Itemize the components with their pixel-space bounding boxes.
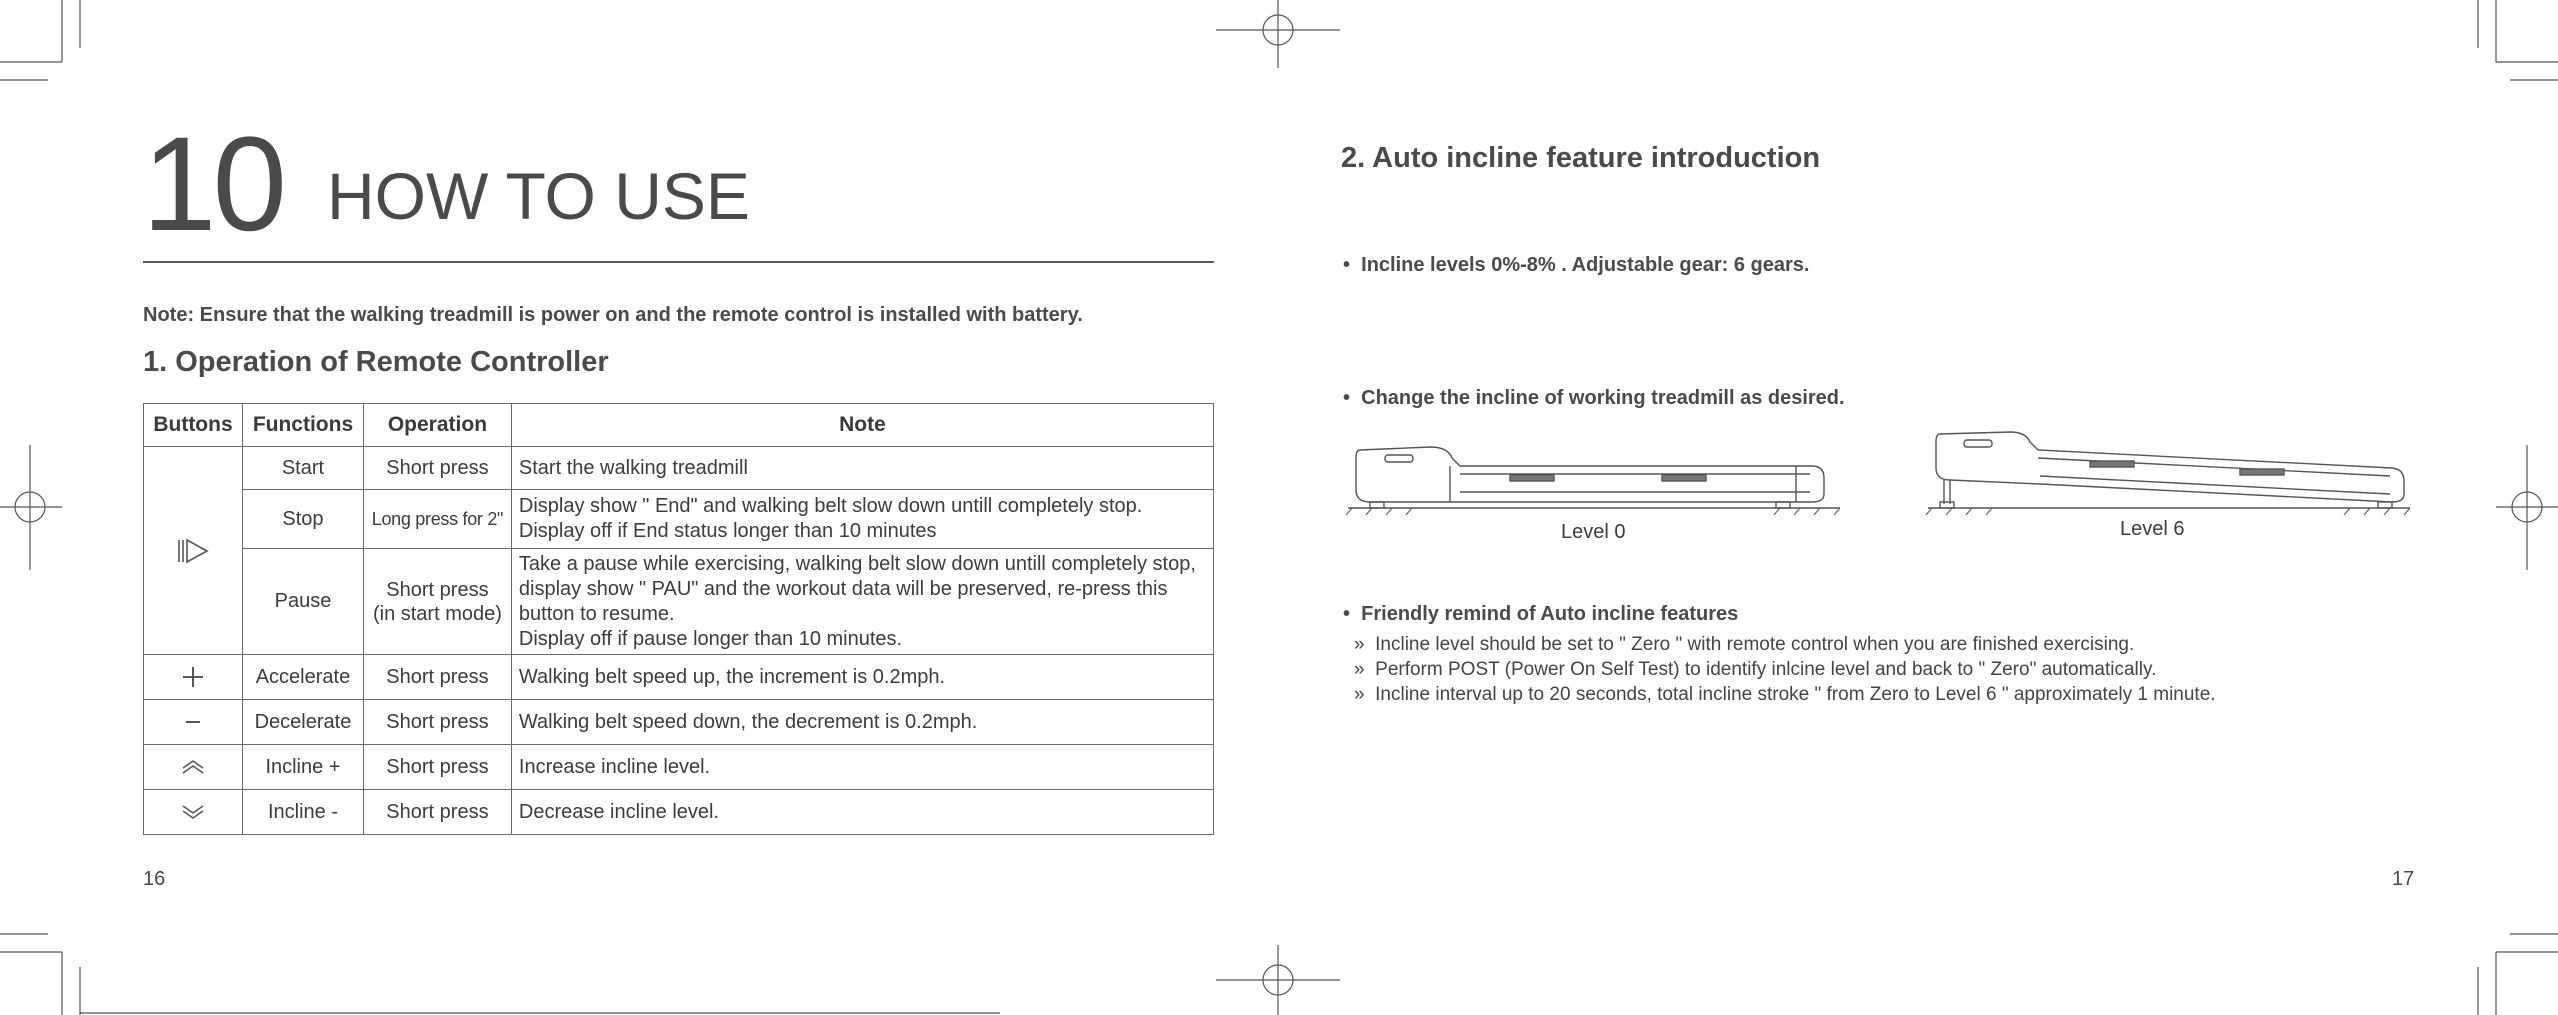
list-item	[1354, 657, 2216, 682]
note-cell: Walking belt speed up, the increment is 0.2mph.	[511, 655, 1213, 700]
bullet-text: Incline levels 0%-8% . Adjustable gear: 6 gears.	[1361, 254, 1810, 276]
operation-cell: Short press (in start mode)	[363, 549, 511, 655]
header-buttons: Buttons	[144, 404, 243, 447]
section-title-auto-incline: 2. Auto incline feature introduction	[1341, 142, 1821, 174]
level-6-label: Level 6	[2120, 518, 2185, 540]
table-row	[144, 549, 1214, 655]
button-cell	[144, 655, 243, 700]
table-row	[144, 447, 1214, 490]
page-number-right: 17	[2392, 868, 2415, 890]
table-row	[144, 490, 1214, 549]
note-cell: Start the walking treadmill	[511, 447, 1213, 490]
operation-cell: Short press	[363, 745, 511, 790]
chapter-title: HOW TO USE	[327, 159, 750, 233]
section-title-remote: 1. Operation of Remote Controller	[143, 346, 609, 378]
table-row	[144, 790, 1214, 835]
chevron-right-icon: »	[1354, 634, 1365, 655]
table-header-row	[144, 404, 1214, 447]
header-operation: Operation	[363, 404, 511, 447]
page-number-left: 16	[143, 868, 166, 890]
button-cell	[144, 745, 243, 790]
bullet-change-incline	[1343, 387, 1845, 410]
list-item	[1354, 632, 2216, 657]
function-cell: Incline -	[242, 790, 363, 835]
remind-text: Incline interval up to 20 seconds, total incline stroke " from Zero to Level 6 " approximately 1 minute.	[1375, 684, 2216, 705]
operation-cell: Short press	[363, 655, 511, 700]
note-cell: Walking belt speed down, the decrement is 0.2mph.	[511, 700, 1213, 745]
operation-cell: Short press	[363, 447, 511, 490]
double-chevron-up-icon	[181, 759, 205, 775]
bullet-friendly-remind	[1343, 603, 1738, 626]
operation-cell: Short press	[363, 700, 511, 745]
note-cell: Increase incline level.	[511, 745, 1213, 790]
setup-note: Note: Ensure that the walking treadmill is power on and the remote control is installed with battery.	[143, 304, 1083, 326]
chevron-right-icon: »	[1354, 684, 1365, 705]
bullet-dot: •	[1343, 387, 1351, 409]
function-cell: Stop	[242, 490, 363, 549]
operation-cell: Short press	[363, 790, 511, 835]
function-cell: Accelerate	[242, 655, 363, 700]
function-cell: Start	[242, 447, 363, 490]
minus-icon	[185, 719, 201, 725]
table-row	[144, 745, 1214, 790]
double-chevron-down-icon	[181, 804, 205, 820]
button-cell	[144, 790, 243, 835]
remind-text: Incline level should be set to " Zero " with remote control when you are finished exercising.	[1375, 634, 2135, 655]
table-row	[144, 655, 1214, 700]
treadmill-level-0-illustration	[1346, 447, 1840, 515]
note-cell: Display show " End" and walking belt slow down untill completely stop. Display off if End status longer than 10 minutes	[511, 490, 1213, 549]
bullet-dot: •	[1343, 254, 1351, 276]
chapter-number: 10	[142, 110, 284, 259]
treadmill-level-6-illustration	[1926, 432, 2410, 515]
note-cell: Take a pause while exercising, walking belt slow down untill completely stop, display show " PAU" and the workout data will be preserved, re-press this button to resume. Display off if pause longer than 10 minutes.	[511, 549, 1213, 655]
remind-list	[1354, 632, 2216, 707]
bullet-dot: •	[1343, 603, 1351, 625]
operation-cell: Long press for 2"	[363, 490, 511, 549]
button-cell	[144, 447, 243, 655]
remind-text: Perform POST (Power On Self Test) to identify inlcine level and back to " Zero" automatically.	[1375, 659, 2157, 680]
function-cell: Incline +	[242, 745, 363, 790]
function-cell: Decelerate	[242, 700, 363, 745]
table-row	[144, 700, 1214, 745]
function-cell: Pause	[242, 549, 363, 655]
bullet-incline-levels	[1343, 254, 1809, 277]
header-note: Note	[511, 404, 1213, 447]
bullet-text: Friendly remind of Auto incline features	[1361, 603, 1739, 625]
plus-icon	[182, 666, 204, 688]
note-cell: Decrease incline level.	[511, 790, 1213, 835]
level-0-label: Level 0	[1561, 521, 1626, 543]
bullet-text: Change the incline of working treadmill as desired.	[1361, 387, 1845, 409]
button-cell	[144, 700, 243, 745]
list-item	[1354, 682, 2216, 707]
title-divider	[143, 261, 1214, 263]
remote-controller-table	[143, 403, 1214, 835]
header-functions: Functions	[242, 404, 363, 447]
start-pause-icon	[176, 538, 210, 564]
chevron-right-icon: »	[1354, 659, 1365, 680]
